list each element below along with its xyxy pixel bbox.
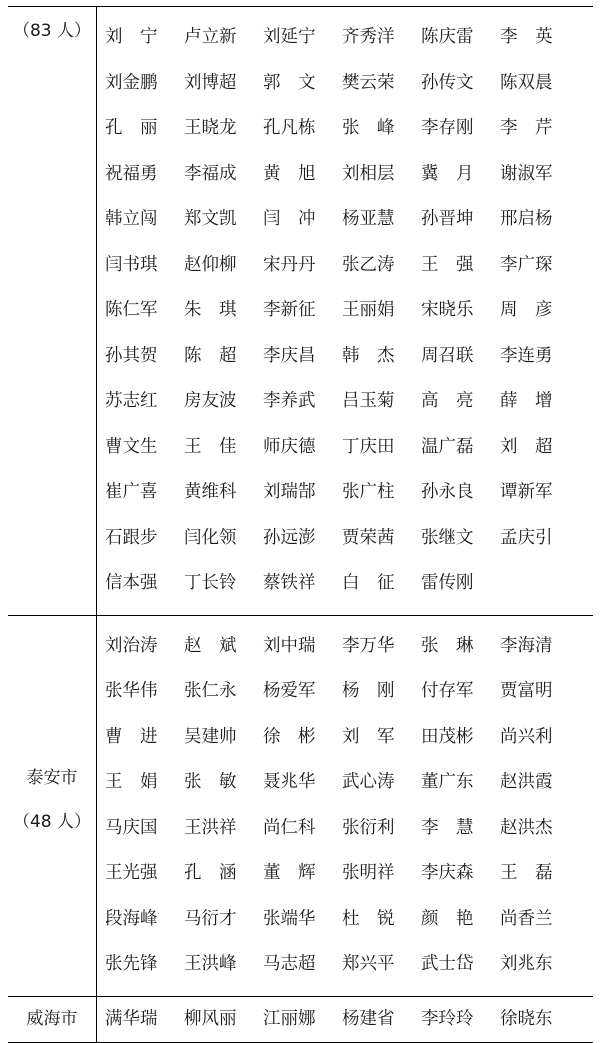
region-name: 泰安市 bbox=[8, 764, 96, 792]
person-name: 陈庆雷 bbox=[421, 15, 500, 61]
person-name: 刘 宁 bbox=[105, 15, 184, 61]
person-name: 曹文生 bbox=[105, 425, 184, 471]
person-name: 李广琛 bbox=[500, 243, 579, 289]
person-name: 高 亮 bbox=[421, 379, 500, 425]
person-name: 孙其贺 bbox=[105, 334, 184, 380]
person-name: 李庆昌 bbox=[263, 334, 342, 380]
person-name: 付存军 bbox=[421, 669, 500, 715]
person-name: 李庆森 bbox=[421, 851, 500, 897]
person-name: 刘治涛 bbox=[105, 624, 184, 670]
person-name: 刘 军 bbox=[342, 715, 421, 761]
person-name: 蔡铁祥 bbox=[263, 561, 342, 607]
person-name: 韩 杰 bbox=[342, 334, 421, 380]
person-name: 徐晓东 bbox=[500, 997, 579, 1043]
table-section bbox=[8, 615, 593, 996]
person-name: 颜 艳 bbox=[421, 897, 500, 943]
person-name: 李 慧 bbox=[421, 806, 500, 852]
person-name: 段海峰 bbox=[105, 897, 184, 943]
person-name: 刘相层 bbox=[342, 152, 421, 198]
person-name: 齐秀洋 bbox=[342, 15, 421, 61]
person-name: 满华瑞 bbox=[105, 997, 184, 1043]
person-name: 卢立新 bbox=[184, 15, 263, 61]
person-name: 赵 斌 bbox=[184, 624, 263, 670]
person-name: 张 峰 bbox=[342, 106, 421, 152]
person-name: 武士岱 bbox=[421, 942, 500, 988]
person-name: 孙晋坤 bbox=[421, 197, 500, 243]
person-name: 李海清 bbox=[500, 624, 579, 670]
person-name: 杨亚慧 bbox=[342, 197, 421, 243]
person-name: 刘金鹏 bbox=[105, 61, 184, 107]
person-name: 赵洪杰 bbox=[500, 806, 579, 852]
person-name: 贾荣茜 bbox=[342, 516, 421, 562]
person-name: 王丽娟 bbox=[342, 288, 421, 334]
person-name: 赵仰柳 bbox=[184, 243, 263, 289]
person-name: 温广磊 bbox=[421, 425, 500, 471]
person-name: 孟庆引 bbox=[500, 516, 579, 562]
person-name: 房友波 bbox=[184, 379, 263, 425]
person-name: 李养武 bbox=[263, 379, 342, 425]
person-name: 刘博超 bbox=[184, 61, 263, 107]
person-name: 孔凡栋 bbox=[263, 106, 342, 152]
person-name: 周召联 bbox=[421, 334, 500, 380]
person-name: 张乙涛 bbox=[342, 243, 421, 289]
person-name: 王 娟 bbox=[105, 760, 184, 806]
person-name: 杨爱军 bbox=[263, 669, 342, 715]
person-name: 王 磊 bbox=[500, 851, 579, 897]
person-name: 郑文凯 bbox=[184, 197, 263, 243]
person-name: 陈 超 bbox=[184, 334, 263, 380]
region-count: （83 人） bbox=[8, 17, 96, 45]
table-section bbox=[8, 6, 593, 615]
name-grid bbox=[97, 997, 593, 1043]
person-name: 江丽娜 bbox=[263, 997, 342, 1043]
person-name: 孙永良 bbox=[421, 470, 500, 516]
person-name: 尚仁科 bbox=[263, 806, 342, 852]
person-name: 师庆德 bbox=[263, 425, 342, 471]
person-name: 张继文 bbox=[421, 516, 500, 562]
person-name: 杨建省 bbox=[342, 997, 421, 1043]
person-name: 孙传文 bbox=[421, 61, 500, 107]
person-name: 丁庆田 bbox=[342, 425, 421, 471]
person-name: 田茂彬 bbox=[421, 715, 500, 761]
person-name: 刘 超 bbox=[500, 425, 579, 471]
person-name: 马庆国 bbox=[105, 806, 184, 852]
person-name: 李存刚 bbox=[421, 106, 500, 152]
person-name: 王洪峰 bbox=[184, 942, 263, 988]
person-name: 谢淑军 bbox=[500, 152, 579, 198]
person-name: 崔广喜 bbox=[105, 470, 184, 516]
person-name: 张华伟 bbox=[105, 669, 184, 715]
name-grid bbox=[97, 7, 593, 615]
person-name: 徐 彬 bbox=[263, 715, 342, 761]
person-name: 张仁永 bbox=[184, 669, 263, 715]
person-name: 杜 锐 bbox=[342, 897, 421, 943]
person-name: 闫化领 bbox=[184, 516, 263, 562]
person-name: 黄维科 bbox=[184, 470, 263, 516]
person-name: 郭 文 bbox=[263, 61, 342, 107]
person-name: 宋丹丹 bbox=[263, 243, 342, 289]
person-name: 薛 增 bbox=[500, 379, 579, 425]
person-name: 王光强 bbox=[105, 851, 184, 897]
person-name: 李 英 bbox=[500, 15, 579, 61]
person-name: 尚香兰 bbox=[500, 897, 579, 943]
region-cell bbox=[8, 997, 97, 1043]
person-name: 张先锋 bbox=[105, 942, 184, 988]
person-name: 信本强 bbox=[105, 561, 184, 607]
person-name: 宋晓乐 bbox=[421, 288, 500, 334]
person-name: 马志超 bbox=[263, 942, 342, 988]
person-name: 董广东 bbox=[421, 760, 500, 806]
person-name: 孔 涵 bbox=[184, 851, 263, 897]
region-name: 威海市 bbox=[8, 1005, 96, 1033]
person-name: 陈双晨 bbox=[500, 61, 579, 107]
person-name: 李连勇 bbox=[500, 334, 579, 380]
person-name: 张端华 bbox=[263, 897, 342, 943]
person-name: 张衍利 bbox=[342, 806, 421, 852]
person-name: 孙远澎 bbox=[263, 516, 342, 562]
person-name: 苏志红 bbox=[105, 379, 184, 425]
person-name: 朱 琪 bbox=[184, 288, 263, 334]
person-name: 刘瑞郜 bbox=[263, 470, 342, 516]
person-name: 董 辉 bbox=[263, 851, 342, 897]
person-name: 李福成 bbox=[184, 152, 263, 198]
person-name: 王洪祥 bbox=[184, 806, 263, 852]
person-name: 李万华 bbox=[342, 624, 421, 670]
person-name: 冀 月 bbox=[421, 152, 500, 198]
person-name: 武心涛 bbox=[342, 760, 421, 806]
person-name: 李新征 bbox=[263, 288, 342, 334]
person-name: 曹 进 bbox=[105, 715, 184, 761]
person-name: 赵洪霞 bbox=[500, 760, 579, 806]
person-name: 祝福勇 bbox=[105, 152, 184, 198]
person-name: 尚兴利 bbox=[500, 715, 579, 761]
person-name: 白 征 bbox=[342, 561, 421, 607]
person-name: 吕玉菊 bbox=[342, 379, 421, 425]
person-name: 李玲玲 bbox=[421, 997, 500, 1043]
person-name: 张 琳 bbox=[421, 624, 500, 670]
person-name: 张明祥 bbox=[342, 851, 421, 897]
person-name: 王晓龙 bbox=[184, 106, 263, 152]
name-grid bbox=[97, 616, 593, 996]
person-name: 王 佳 bbox=[184, 425, 263, 471]
region-cell bbox=[8, 7, 97, 615]
person-name: 谭新军 bbox=[500, 470, 579, 516]
person-name: 王 强 bbox=[421, 243, 500, 289]
person-name: 张 敏 bbox=[184, 760, 263, 806]
person-name: 刘延宁 bbox=[263, 15, 342, 61]
person-name: 周 彦 bbox=[500, 288, 579, 334]
person-name: 樊云荣 bbox=[342, 61, 421, 107]
name-list-table bbox=[8, 6, 593, 1043]
person-name: 石跟步 bbox=[105, 516, 184, 562]
person-name: 贾富明 bbox=[500, 669, 579, 715]
person-name: 闫书琪 bbox=[105, 243, 184, 289]
region-count: （48 人） bbox=[8, 808, 96, 836]
person-name: 吴建帅 bbox=[184, 715, 263, 761]
person-name: 郑兴平 bbox=[342, 942, 421, 988]
person-name: 孔 丽 bbox=[105, 106, 184, 152]
person-name: 邢启杨 bbox=[500, 197, 579, 243]
person-name: 柳风丽 bbox=[184, 997, 263, 1043]
person-name: 马衍才 bbox=[184, 897, 263, 943]
person-name: 李 芹 bbox=[500, 106, 579, 152]
person-name: 杨 刚 bbox=[342, 669, 421, 715]
person-name: 陈仁军 bbox=[105, 288, 184, 334]
person-name: 黄 旭 bbox=[263, 152, 342, 198]
person-name: 丁长铃 bbox=[184, 561, 263, 607]
person-name: 聂兆华 bbox=[263, 760, 342, 806]
person-name: 刘中瑞 bbox=[263, 624, 342, 670]
person-name: 张广柱 bbox=[342, 470, 421, 516]
person-name: 闫 冲 bbox=[263, 197, 342, 243]
person-name: 刘兆东 bbox=[500, 942, 579, 988]
person-name: 韩立闯 bbox=[105, 197, 184, 243]
person-name: 雷传刚 bbox=[421, 561, 500, 607]
table-section bbox=[8, 996, 593, 1043]
region-cell bbox=[8, 616, 97, 996]
